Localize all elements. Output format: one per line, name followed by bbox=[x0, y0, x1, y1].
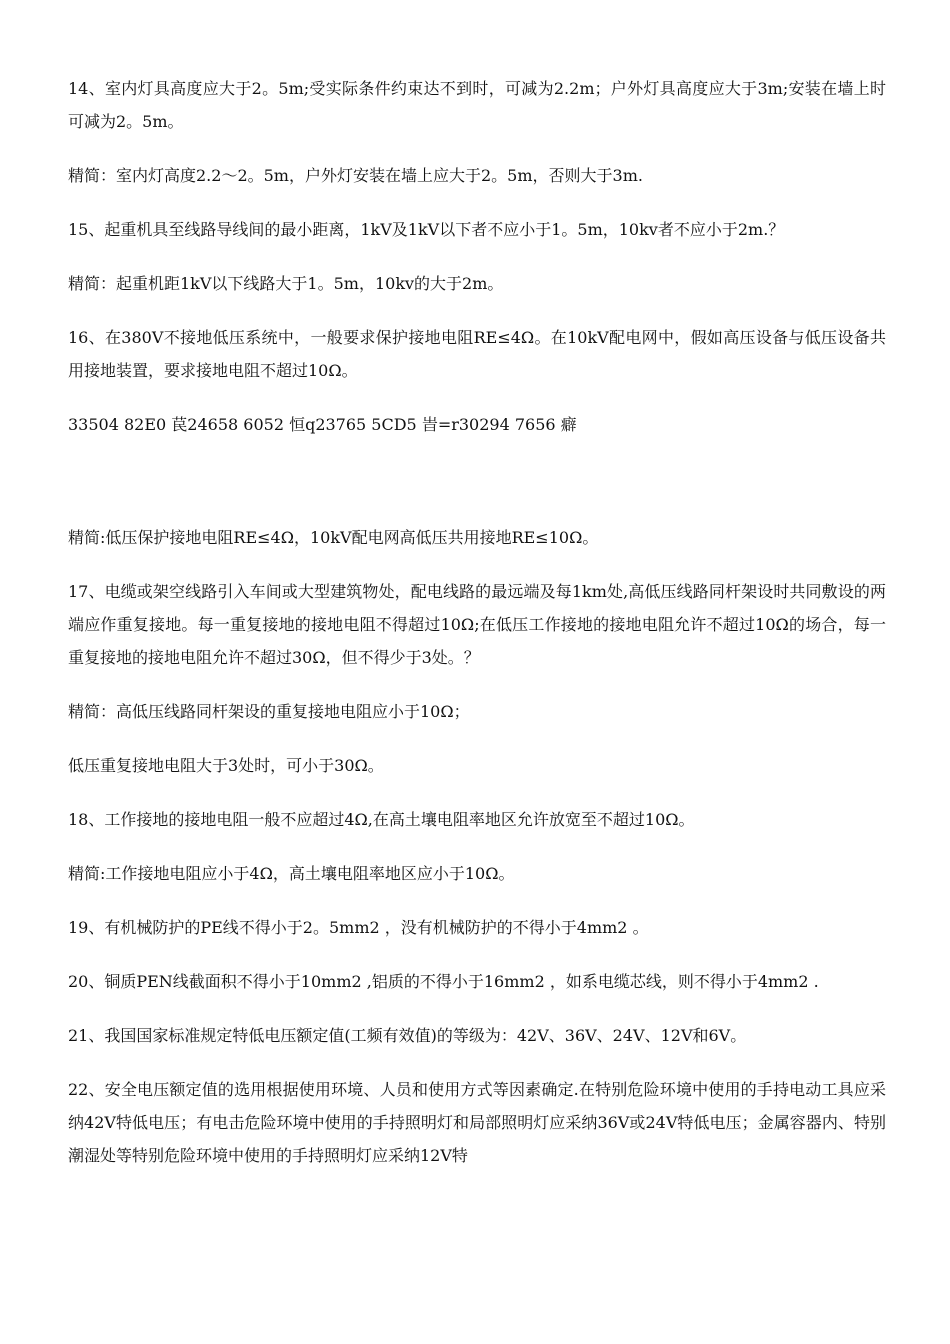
code-line: 33504 82E0 苠24658 6052 恒q23765 5CD5 旹=r30294 7656 癖 bbox=[68, 415, 577, 434]
paragraph-20: 20、铜质PEN线截面积不得小于10mm2 ,铝质的不得小于16mm2 ，如系电缆芯线，则不得小于4mm2 . bbox=[68, 972, 819, 991]
summary-16: 精简:低压保护接地电阻RE≤4Ω，10kV配电网高低压共用接地RE≤10Ω。 bbox=[68, 528, 599, 547]
paragraph-18: 18、工作接地的接地电阻一般不应超过4Ω,在高土壤电阻率地区允许放宽至不超过10Ω。 bbox=[68, 810, 695, 829]
paragraph-22: 22、安全电压额定值的选用根据使用环境、人员和使用方式等因素确定.在特别危险环境中使用的手持电动工具应采纳42V特低电压；有电击危险环境中使用的手持照明灯和局部照明灯应采纳36V或24V特低电压；金属容器内、特别潮湿处等特别危险环境中使用的手持照明灯应采纳12V特 bbox=[68, 1080, 886, 1165]
paragraph-15: 15、起重机具至线路导线间的最小距离，1kV及1kV以下者不应小于1。5m，10kv者不应小于2m.？ bbox=[68, 220, 785, 239]
summary-18: 精简:工作接地电阻应小于4Ω，高土壤电阻率地区应小于10Ω。 bbox=[68, 864, 515, 883]
document-page bbox=[68, 72, 886, 1193]
summary-17-line-2: 低压重复接地电阻大于3处时，可小于30Ω。 bbox=[68, 756, 384, 775]
paragraph-14: 14、室内灯具高度应大于2。5m;受实际条件约束达不到时，可减为2.2m；户外灯具高度应大于3m;安装在墙上时可减为2。5m。 bbox=[68, 79, 886, 131]
summary-14: 精简：室内灯高度2.2～2。5m，户外灯安装在墙上应大于2。5m，否则大于3m. bbox=[68, 166, 643, 185]
summary-15: 精简：起重机距1kV以下线路大于1。5m，10kv的大于2m。 bbox=[68, 274, 504, 293]
paragraph-17: 17、电缆或架空线路引入车间或大型建筑物处，配电线路的最远端及每1km处,高低压线路同杆架设时共同敷设的两端应作重复接地。每一重复接地的接地电阻不得超过10Ω;在低压工作接地的接地电阻允许不超过10Ω的场合，每一重复接地的接地电阻允许不超过30Ω，但不得少于3处。？ bbox=[68, 582, 886, 667]
summary-17-line-1: 精简：高低压线路同杆架设的重复接地电阻应小于10Ω； bbox=[68, 702, 470, 721]
paragraph-21: 21、我国国家标准规定特低电压额定值(工频有效值)的等级为：42V、36V、24V、12V和6V。 bbox=[68, 1026, 747, 1045]
paragraph-19: 19、有机械防护的PE线不得小于2。5mm2 ，没有机械防护的不得小于4mm2 。 bbox=[68, 918, 649, 937]
paragraph-16: 16、在380V不接地低压系统中，一般要求保护接地电阻RE≤4Ω。在10kV配电网中，假如高压设备与低压设备共用接地装置，要求接地电阻不超过10Ω。 bbox=[68, 328, 886, 380]
